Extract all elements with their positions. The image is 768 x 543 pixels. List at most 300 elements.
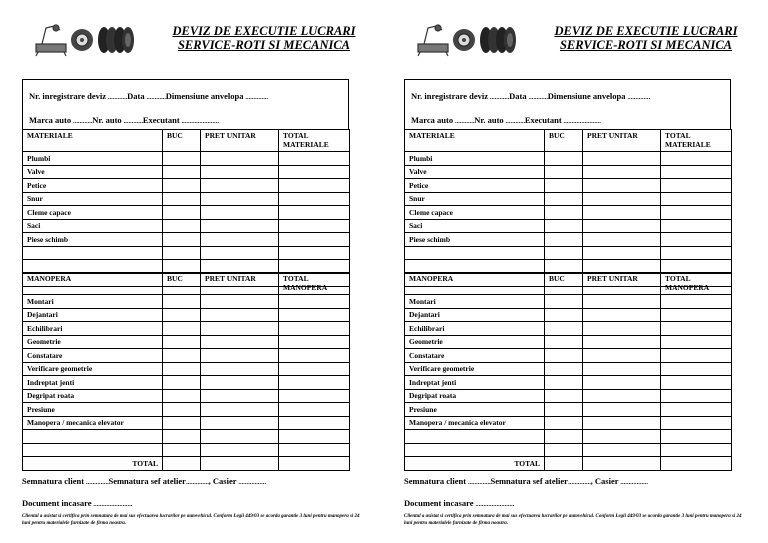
cell[interactable] xyxy=(163,376,201,390)
cell[interactable] xyxy=(661,335,732,349)
nr-deviz-label: Nr. inregistrare deviz xyxy=(29,91,107,101)
cell[interactable] xyxy=(201,192,279,206)
table-row xyxy=(23,165,350,179)
cell[interactable] xyxy=(583,206,661,220)
item-label: Montari xyxy=(23,295,163,309)
materiale-table xyxy=(404,129,732,287)
item-label: Dejantari xyxy=(23,308,163,322)
cell[interactable] xyxy=(279,233,350,247)
document-incasare-label: Document incasare xyxy=(22,498,92,508)
cell[interactable] xyxy=(583,152,661,166)
table-row xyxy=(23,349,350,363)
item-label: Verificare geometrie xyxy=(405,362,545,376)
total-row xyxy=(23,457,350,471)
cell[interactable] xyxy=(545,219,583,233)
tire-service-logo xyxy=(32,22,142,58)
cell[interactable] xyxy=(279,443,350,457)
table-row xyxy=(405,349,732,363)
casier-label: Casier xyxy=(212,476,237,486)
cell[interactable] xyxy=(583,295,661,309)
cell[interactable] xyxy=(661,246,732,260)
cell[interactable] xyxy=(661,179,732,193)
dimensiune-label: Dimensiune anvelopa xyxy=(165,91,244,101)
col-pret-unitar: PRET UNITAR xyxy=(201,273,279,295)
form-title xyxy=(528,24,764,52)
data-field[interactable]: ............ xyxy=(144,91,166,101)
cell[interactable] xyxy=(279,322,350,336)
cell[interactable] xyxy=(163,246,201,260)
cell[interactable] xyxy=(279,403,350,417)
item-label: Presiune xyxy=(405,403,545,417)
cell[interactable] xyxy=(545,206,583,220)
executant-field[interactable]: ....................... xyxy=(179,115,219,125)
item-label: Indreptat jenti xyxy=(405,376,545,390)
cell[interactable] xyxy=(163,295,201,309)
item-label: Plumbi xyxy=(23,152,163,166)
table-row xyxy=(405,443,732,457)
cell[interactable] xyxy=(545,389,583,403)
item-label: Cleme capace xyxy=(23,206,163,220)
marca-field[interactable]: ............ xyxy=(453,115,475,125)
item-label[interactable] xyxy=(23,430,163,444)
table-row xyxy=(405,165,732,179)
cell[interactable] xyxy=(545,233,583,247)
item-label: Echilibrari xyxy=(405,322,545,336)
manopera-header-row xyxy=(405,273,732,295)
cell[interactable] xyxy=(583,260,661,274)
cell[interactable] xyxy=(661,403,732,417)
title-line-2: SERVICE-ROTI SI MECANICA xyxy=(559,38,733,52)
cell[interactable] xyxy=(661,308,732,322)
cell[interactable] xyxy=(201,349,279,363)
col-pret-unitar: PRET UNITAR xyxy=(583,273,661,295)
cell[interactable] xyxy=(545,192,583,206)
col-total-manopera: TOTAL MANOPERA xyxy=(279,273,350,295)
table-row xyxy=(405,179,732,193)
cell[interactable] xyxy=(163,165,201,179)
cell[interactable] xyxy=(201,295,279,309)
table-row xyxy=(23,308,350,322)
cell[interactable] xyxy=(583,362,661,376)
footer-note: Clientul a asistat si certifica prin semnatura de mai sus efectuarea lucrarilor pe autovehicul. Conform Legii 449/03 se acorda garantie 3 luni pentru manopera si 24 luni pentru materialele furnizate de firma noastra. xyxy=(404,514,742,526)
footer-note: Clientul a asistat si certifica prin semnatura de mai sus efectuarea lucrarilor pe autovehicul. Conform Legii 449/03 se acorda garantie 3 luni pentru manopera si 24 luni pentru materialele furnizate de firma noastra. xyxy=(22,514,360,526)
executant-label: Executant xyxy=(142,115,180,125)
cell[interactable] xyxy=(545,457,583,471)
form-header xyxy=(404,18,764,58)
cell[interactable] xyxy=(201,179,279,193)
cell[interactable] xyxy=(201,246,279,260)
cell[interactable] xyxy=(545,349,583,363)
info-line-2 xyxy=(411,115,601,125)
cell[interactable] xyxy=(661,165,732,179)
item-label: Manopera / mecanica elevator xyxy=(23,416,163,430)
cell[interactable] xyxy=(201,260,279,274)
marca-field[interactable]: ............ xyxy=(71,115,93,125)
nr-deviz-field[interactable]: ............ xyxy=(106,91,128,101)
nr-auto-label: Nr. auto xyxy=(474,115,504,125)
item-label: Degripat roata xyxy=(405,389,545,403)
cell[interactable] xyxy=(661,260,732,274)
cell[interactable] xyxy=(545,165,583,179)
item-label: Saci xyxy=(23,219,163,233)
cell[interactable] xyxy=(163,219,201,233)
item-label: Montari xyxy=(405,295,545,309)
item-label[interactable] xyxy=(405,246,545,260)
document-incasare-field[interactable]: ........................ xyxy=(91,498,133,508)
item-label: Geometrie xyxy=(405,335,545,349)
document-incasare-line xyxy=(404,498,514,508)
cell[interactable] xyxy=(279,376,350,390)
col-materiale: MATERIALE xyxy=(405,130,545,152)
cell[interactable] xyxy=(163,416,201,430)
cell[interactable] xyxy=(583,246,661,260)
col-manopera: MANOPERA xyxy=(405,273,545,295)
marca-label: Marca auto xyxy=(29,115,72,125)
cell[interactable] xyxy=(583,389,661,403)
cell[interactable] xyxy=(279,246,350,260)
cell[interactable] xyxy=(201,152,279,166)
semnatura-client-field[interactable]: .............. xyxy=(84,476,109,486)
cell[interactable] xyxy=(661,219,732,233)
nr-auto-field[interactable]: ............ xyxy=(121,115,143,125)
info-line-1 xyxy=(411,91,650,101)
cell[interactable] xyxy=(201,362,279,376)
table-row xyxy=(23,260,350,274)
table-row xyxy=(23,192,350,206)
semnatura-client-label: Semnatura client xyxy=(22,476,85,486)
semnatura-sef-field[interactable]: .............. xyxy=(567,476,591,486)
cell[interactable] xyxy=(279,179,350,193)
cell[interactable] xyxy=(201,219,279,233)
casier-field[interactable]: ................. xyxy=(236,476,266,486)
cell[interactable] xyxy=(661,349,732,363)
col-pret-unitar: PRET UNITAR xyxy=(583,130,661,152)
materiale-header-row xyxy=(405,130,732,152)
table-row xyxy=(23,295,350,309)
cell[interactable] xyxy=(163,430,201,444)
table-row xyxy=(23,233,350,247)
cell[interactable] xyxy=(279,457,350,471)
item-label: Degripat roata xyxy=(23,389,163,403)
cell[interactable] xyxy=(661,389,732,403)
table-row xyxy=(23,362,350,376)
deviz-form-right xyxy=(404,0,764,543)
item-label: Echilibrari xyxy=(23,322,163,336)
table-row xyxy=(23,206,350,220)
table-row xyxy=(23,389,350,403)
cell[interactable] xyxy=(279,192,350,206)
table-row xyxy=(405,308,732,322)
data-label: Data xyxy=(509,91,527,101)
cell[interactable] xyxy=(279,416,350,430)
cell[interactable] xyxy=(545,246,583,260)
cell[interactable] xyxy=(279,206,350,220)
cell[interactable] xyxy=(163,457,201,471)
cell[interactable] xyxy=(279,295,350,309)
nr-auto-field[interactable]: ............ xyxy=(503,115,525,125)
item-label: Snur xyxy=(405,192,545,206)
cell[interactable] xyxy=(201,206,279,220)
table-row xyxy=(23,430,350,444)
cell[interactable] xyxy=(661,322,732,336)
cell[interactable] xyxy=(583,322,661,336)
item-label: Geometrie xyxy=(23,335,163,349)
signature-line: Semnatura client ..............Semnatura sef atelier.............., Casier ................. xyxy=(22,476,266,486)
signature-line: Semnatura client ..............Semnatura sef atelier.............., Casier ................. xyxy=(404,476,648,486)
cell[interactable] xyxy=(279,335,350,349)
item-label: Indreptat jenti xyxy=(23,376,163,390)
cell[interactable] xyxy=(163,362,201,376)
item-label: Snur xyxy=(23,192,163,206)
cell[interactable] xyxy=(545,335,583,349)
info-box xyxy=(22,79,349,129)
cell[interactable] xyxy=(661,376,732,390)
total-label: TOTAL xyxy=(405,457,545,471)
col-total-materiale: TOTAL MATERIALE xyxy=(279,130,350,152)
total-row xyxy=(405,457,732,471)
table-row xyxy=(23,416,350,430)
item-label[interactable] xyxy=(23,246,163,260)
cell[interactable] xyxy=(583,233,661,247)
manopera-table xyxy=(404,272,732,471)
table-row xyxy=(405,295,732,309)
cell[interactable] xyxy=(279,260,350,274)
casier-label: Casier xyxy=(594,476,619,486)
cell[interactable] xyxy=(545,443,583,457)
semnatura-sef-field[interactable]: .............. xyxy=(185,476,209,486)
cell[interactable] xyxy=(661,233,732,247)
cell[interactable] xyxy=(583,335,661,349)
col-buc: BUC xyxy=(545,130,583,152)
col-buc: BUC xyxy=(163,273,201,295)
cell[interactable] xyxy=(583,457,661,471)
cell[interactable] xyxy=(661,152,732,166)
info-line-1 xyxy=(29,91,268,101)
cell[interactable] xyxy=(201,322,279,336)
cell[interactable] xyxy=(279,349,350,363)
table-row xyxy=(405,206,732,220)
cell[interactable] xyxy=(661,362,732,376)
table-row xyxy=(405,322,732,336)
cell[interactable] xyxy=(163,335,201,349)
cell[interactable] xyxy=(545,362,583,376)
cell[interactable] xyxy=(201,416,279,430)
casier-field[interactable]: ................. xyxy=(618,476,648,486)
manopera-table xyxy=(22,272,350,471)
semnatura-sef-label: Semnatura sef atelier xyxy=(490,476,568,486)
item-label: Saci xyxy=(405,219,545,233)
data-field[interactable]: ............ xyxy=(526,91,548,101)
col-materiale: MATERIALE xyxy=(23,130,163,152)
nr-auto-label: Nr. auto xyxy=(92,115,122,125)
dimensiune-label: Dimensiune anvelopa xyxy=(547,91,626,101)
item-label[interactable] xyxy=(23,260,163,274)
table-row xyxy=(23,179,350,193)
cell[interactable] xyxy=(583,416,661,430)
cell[interactable] xyxy=(545,179,583,193)
total-label: TOTAL xyxy=(23,457,163,471)
cell[interactable] xyxy=(279,430,350,444)
cell[interactable] xyxy=(279,362,350,376)
table-row xyxy=(405,389,732,403)
cell[interactable] xyxy=(583,179,661,193)
cell[interactable] xyxy=(545,295,583,309)
item-label: Valve xyxy=(23,165,163,179)
dimensiune-field[interactable]: .............. xyxy=(243,91,268,101)
cell[interactable] xyxy=(279,152,350,166)
tire-service-logo xyxy=(414,22,524,58)
cell[interactable] xyxy=(201,308,279,322)
dimensiune-field[interactable]: .............. xyxy=(625,91,650,101)
nr-deviz-field[interactable]: ............ xyxy=(488,91,510,101)
materiale-header-row xyxy=(23,130,350,152)
cell[interactable] xyxy=(163,443,201,457)
cell[interactable] xyxy=(201,457,279,471)
deviz-form-left xyxy=(22,0,382,543)
nr-deviz-label: Nr. inregistrare deviz xyxy=(411,91,489,101)
cell[interactable] xyxy=(583,219,661,233)
materiale-table xyxy=(22,129,350,287)
item-label: Valve xyxy=(405,165,545,179)
item-label: Piese schimb xyxy=(23,233,163,247)
cell[interactable] xyxy=(279,165,350,179)
cell[interactable] xyxy=(163,322,201,336)
cell[interactable] xyxy=(163,179,201,193)
cell[interactable] xyxy=(201,443,279,457)
table-row xyxy=(405,362,732,376)
cell[interactable] xyxy=(163,152,201,166)
cell[interactable] xyxy=(661,457,732,471)
cell[interactable] xyxy=(583,403,661,417)
cell[interactable] xyxy=(163,192,201,206)
table-row xyxy=(23,443,350,457)
item-label: Cleme capace xyxy=(405,206,545,220)
item-label: Verificare geometrie xyxy=(23,362,163,376)
table-row xyxy=(405,335,732,349)
item-label: Constatare xyxy=(405,349,545,363)
col-buc: BUC xyxy=(163,130,201,152)
table-row xyxy=(405,192,732,206)
col-total-materiale: TOTAL MATERIALE xyxy=(661,130,732,152)
cell[interactable] xyxy=(583,165,661,179)
cell[interactable] xyxy=(583,192,661,206)
cell[interactable] xyxy=(279,219,350,233)
executant-label: Executant xyxy=(524,115,562,125)
table-row xyxy=(405,246,732,260)
table-row xyxy=(23,403,350,417)
cell[interactable] xyxy=(545,376,583,390)
cell[interactable] xyxy=(163,206,201,220)
cell[interactable] xyxy=(201,376,279,390)
table-row xyxy=(405,152,732,166)
semnatura-client-field[interactable]: .............. xyxy=(466,476,491,486)
cell[interactable] xyxy=(661,430,732,444)
table-row xyxy=(405,376,732,390)
cell[interactable] xyxy=(201,389,279,403)
title-line-2: SERVICE-ROTI SI MECANICA xyxy=(177,38,351,52)
table-row xyxy=(405,219,732,233)
cell[interactable] xyxy=(545,430,583,444)
cell[interactable] xyxy=(661,416,732,430)
cell[interactable] xyxy=(661,443,732,457)
cell[interactable] xyxy=(583,376,661,390)
table-row xyxy=(23,376,350,390)
cell[interactable] xyxy=(583,443,661,457)
table-row xyxy=(405,403,732,417)
form-title xyxy=(146,24,382,52)
table-row xyxy=(23,219,350,233)
item-label[interactable] xyxy=(23,443,163,457)
cell[interactable] xyxy=(163,403,201,417)
semnatura-client-label: Semnatura client xyxy=(404,476,467,486)
data-label: Data xyxy=(127,91,145,101)
cell[interactable] xyxy=(661,206,732,220)
cell[interactable] xyxy=(201,430,279,444)
executant-field[interactable]: ....................... xyxy=(561,115,601,125)
cell[interactable] xyxy=(163,233,201,247)
cell[interactable] xyxy=(201,233,279,247)
cell[interactable] xyxy=(545,322,583,336)
table-row xyxy=(23,152,350,166)
cell[interactable] xyxy=(201,403,279,417)
item-label[interactable] xyxy=(405,430,545,444)
info-box xyxy=(404,79,731,129)
marca-label: Marca auto xyxy=(411,115,454,125)
col-pret-unitar: PRET UNITAR xyxy=(201,130,279,152)
table-row xyxy=(23,246,350,260)
cell[interactable] xyxy=(545,260,583,274)
item-label: Constatare xyxy=(23,349,163,363)
cell[interactable] xyxy=(163,349,201,363)
cell[interactable] xyxy=(279,389,350,403)
semnatura-sef-label: Semnatura sef atelier xyxy=(108,476,186,486)
cell[interactable] xyxy=(661,295,732,309)
cell[interactable] xyxy=(201,165,279,179)
cell[interactable] xyxy=(163,308,201,322)
col-manopera: MANOPERA xyxy=(23,273,163,295)
cell[interactable] xyxy=(583,430,661,444)
table-row xyxy=(23,335,350,349)
cell[interactable] xyxy=(583,349,661,363)
cell[interactable] xyxy=(545,416,583,430)
cell[interactable] xyxy=(545,308,583,322)
cell[interactable] xyxy=(583,308,661,322)
document-incasare-line xyxy=(22,498,132,508)
item-label: Petice xyxy=(405,179,545,193)
title-line-1: DEVIZ DE EXECUTIE LUCRARI xyxy=(554,24,738,38)
item-label: Presiune xyxy=(23,403,163,417)
title-line-1: DEVIZ DE EXECUTIE LUCRARI xyxy=(172,24,356,38)
cell[interactable] xyxy=(201,335,279,349)
cell[interactable] xyxy=(279,308,350,322)
col-total-manopera: TOTAL MANOPERA xyxy=(661,273,732,295)
item-label[interactable] xyxy=(405,260,545,274)
table-row xyxy=(405,233,732,247)
cell[interactable] xyxy=(545,152,583,166)
cell[interactable] xyxy=(163,389,201,403)
table-row xyxy=(405,416,732,430)
cell[interactable] xyxy=(661,192,732,206)
table-row xyxy=(405,260,732,274)
cell[interactable] xyxy=(163,260,201,274)
document-incasare-field[interactable]: ........................ xyxy=(473,498,515,508)
item-label[interactable] xyxy=(405,443,545,457)
col-buc: BUC xyxy=(545,273,583,295)
item-label: Dejantari xyxy=(405,308,545,322)
table-row xyxy=(405,430,732,444)
cell[interactable] xyxy=(545,403,583,417)
item-label: Plumbi xyxy=(405,152,545,166)
